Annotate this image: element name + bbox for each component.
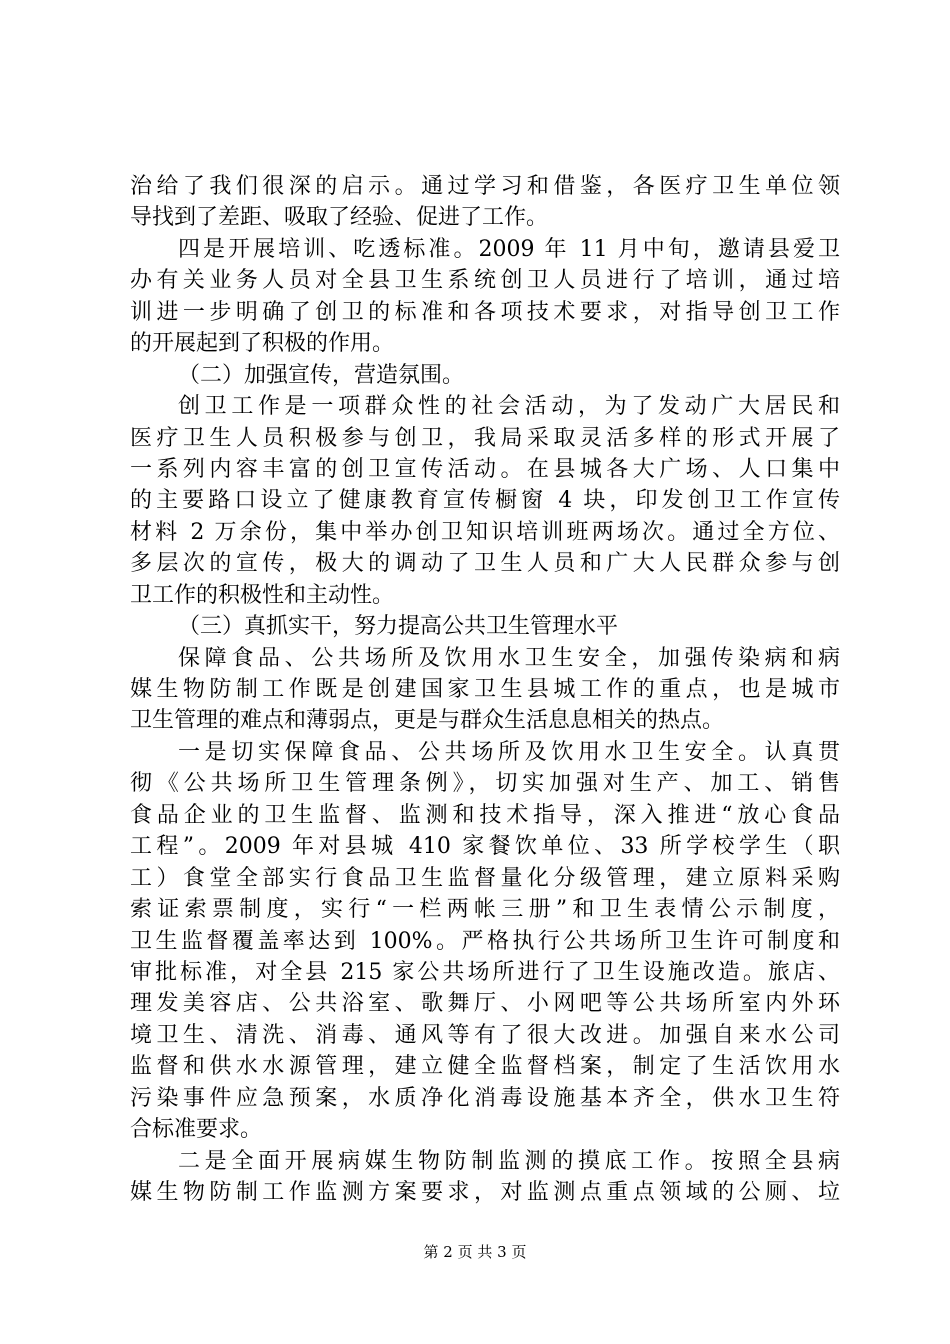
text-line: 索证索票制度，实行“一栏两帐三册”和卫生表情公示制度，: [130, 897, 840, 923]
text-line: 媒生物防制工作既是创建国家卫生县城工作的重点，也是城市: [130, 677, 840, 702]
text-line: 媒生物防制工作监测方案要求，对监测点重点领域的公厕、垃: [130, 1180, 840, 1205]
text-line: 工）食堂全部实行食品卫生监督量化分级管理，建立原料采购: [130, 865, 840, 891]
text-line: 理发美容店、公共浴室、歌舞厅、小网吧等公共场所室内外环: [130, 991, 840, 1017]
text-line: 审批标准，对全县 215 家公共场所进行了卫生设施改造。旅店、: [130, 959, 840, 985]
text-line: 多层次的宣传，极大的调动了卫生人员和广大人民群众参与创: [130, 551, 840, 577]
text-line: 二是全面开展病媒生物防制监测的摸底工作。按照全县病: [178, 1148, 840, 1174]
text-line: （三）真抓实干，努力提高公共卫生管理水平: [178, 614, 619, 640]
text-line: 合标准要求。: [130, 1117, 263, 1143]
text-line: 保障食品、公共场所及饮用水卫生安全，加强传染病和病: [178, 645, 840, 671]
text-line: 训进一步明确了创卫的标准和各项技术要求，对指导创卫工作: [130, 299, 840, 325]
text-line: 卫生监督覆盖率达到 100%。严格执行公共场所卫生许可制度和: [130, 928, 840, 954]
text-line: 食品企业的卫生监督、监测和技术指导，深入推进“放心食品: [130, 802, 840, 828]
text-line: 材料 2 万余份，集中举办创卫知识培训班两场次。通过全方位、: [130, 519, 840, 545]
text-line: 一是切实保障食品、公共场所及饮用水卫生安全。认真贯: [178, 739, 840, 765]
text-line: 的开展起到了积极的作用。: [130, 331, 395, 357]
text-line: （二）加强宣传，营造氛围。: [178, 362, 465, 388]
text-line: 办有关业务人员对全县卫生系统创卫人员进行了培训，通过培: [130, 268, 840, 294]
text-line: 卫工作的积极性和主动性。: [130, 582, 395, 608]
text-line: 境卫生、清洗、消毒、通风等有了很大改进。加强自来水公司: [130, 1022, 840, 1048]
text-line: 医疗卫生人员积极参与创卫，我局采取灵活多样的形式开展了: [130, 425, 840, 451]
text-line: 四是开展培训、吃透标准。2009 年 11 月中旬，邀请县爱卫: [178, 236, 840, 262]
text-line: 彻《公共场所卫生管理条例》，切实加强对生产、加工、销售: [130, 771, 840, 797]
page-footer: 第 2 页 共 3 页: [423, 1243, 527, 1261]
text-line: 污染事件应急预案，水质净化消毒设施基本齐全，供水卫生符: [130, 1085, 840, 1111]
body-text: [130, 171, 840, 1208]
text-line: 工程”。2009 年对县城 410 家餐饮单位、33 所学校学生（职: [130, 834, 840, 860]
text-line: 治给了我们很深的启示。通过学习和借鉴，各医疗卫生单位领: [130, 174, 840, 199]
text-line: 创卫工作是一项群众性的社会活动，为了发动广大居民和: [178, 394, 840, 420]
text-line: 卫生管理的难点和薄弱点，更是与群众生活息息相关的热点。: [130, 708, 725, 734]
text-line: 导找到了差距、吸取了经验、促进了工作。: [130, 205, 549, 231]
text-line: 的主要路口设立了健康教育宣传橱窗 4 块，印发创卫工作宣传: [130, 488, 840, 514]
text-line: 一系列内容丰富的创卫宣传活动。在县城各大广场、人口集中: [130, 456, 840, 482]
text-line: 监督和供水水源管理，建立健全监督档案，制定了生活饮用水: [130, 1054, 840, 1080]
